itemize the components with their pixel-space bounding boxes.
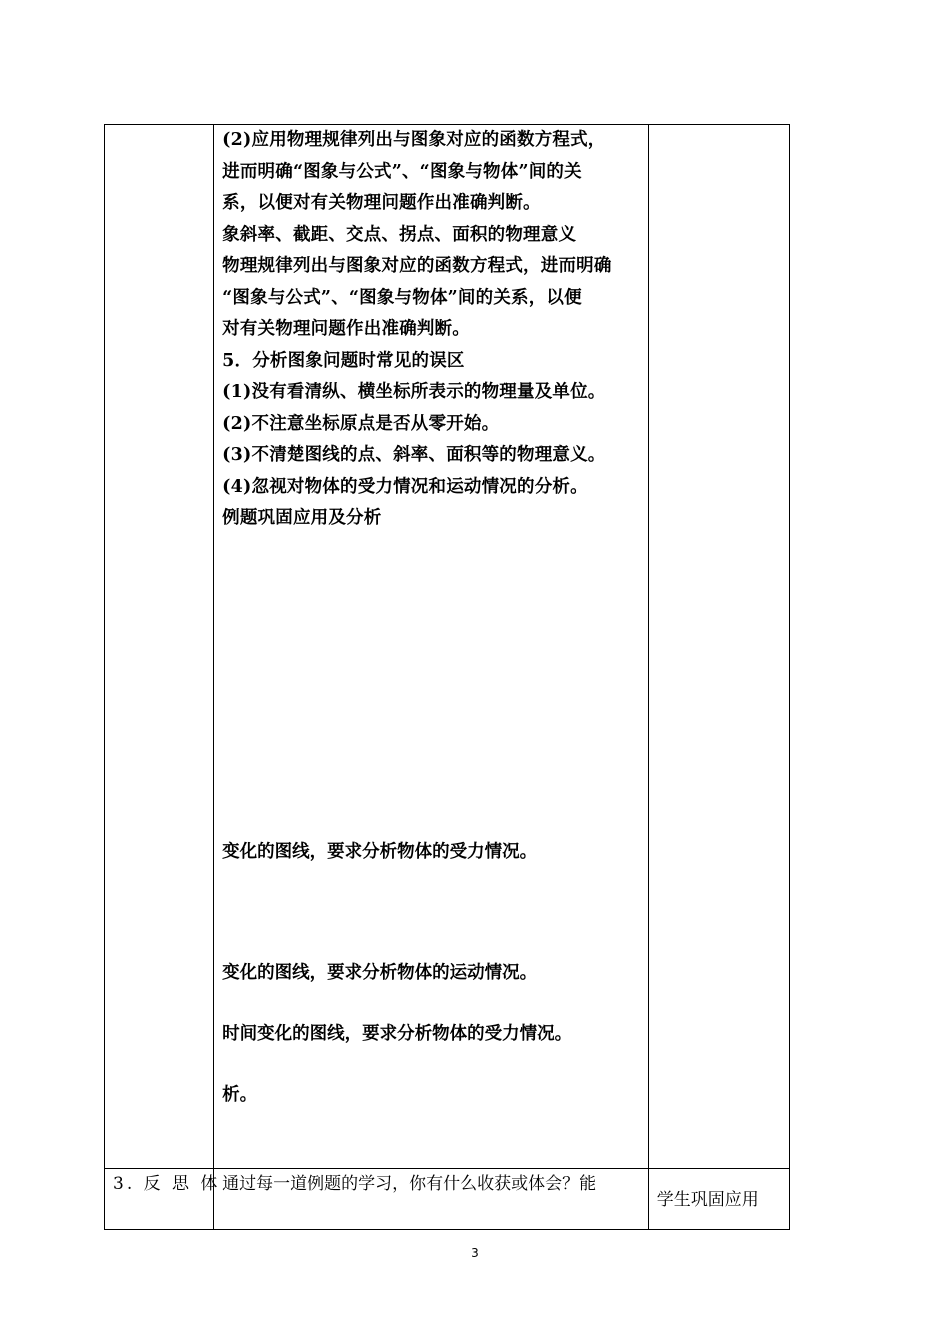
table-row-reflection	[105, 1169, 790, 1230]
misconception-4: (4)忽视对物体的受力情况和运动情况的分析。	[222, 476, 588, 497]
example-text-force-2: 时间变化的图线，要求分析物体的受力情况。	[222, 1024, 573, 1044]
page-number: 3	[471, 1246, 479, 1260]
misconception-3: (3)不清楚图线的点、斜率、面积等的物理意义。	[222, 445, 606, 465]
main-content-cell	[214, 125, 649, 1169]
table-row-content	[105, 125, 790, 1169]
example-text-motion: 变化的图线，要求分析物体的运动情况。	[222, 963, 538, 983]
reflection-note-cell: 学生巩固应用	[648, 1169, 789, 1230]
left-empty-cell	[105, 125, 214, 1169]
text-line-6: “图象与公式”、“图象与物体”间的关系，以便	[222, 287, 582, 308]
example-text-analysis: 析。	[222, 1085, 258, 1105]
text-line-2: 进而明确“图象与公式”、“图象与物体”间的关	[222, 161, 582, 182]
reflection-question-cell: 通过每一道例题的学习，你有什么收获或体会？能	[214, 1169, 649, 1230]
misconception-1: (1)没有看清纵、横坐标所表示的物理量及单位。	[222, 382, 606, 402]
right-empty-cell	[648, 125, 789, 1169]
lesson-table	[104, 124, 790, 1230]
text-line-1: (2)应用物理规律列出与图象对应的函数方程式，	[222, 130, 606, 150]
misconception-2: (2)不注意坐标原点是否从零开始。	[222, 413, 500, 434]
text-line-7: 对有关物理问题作出准确判断。	[222, 319, 470, 339]
main-text-block	[222, 125, 644, 535]
text-line-4: 象斜率、截距、交点、拐点、面积的物理意义	[222, 224, 577, 245]
section-heading-misconceptions: 5．分析图象问题时常见的误区	[222, 350, 465, 371]
text-line-3: 系，以便对有关物理问题作出准确判断。	[222, 193, 541, 213]
examples-heading: 例题巩固应用及分析	[222, 508, 382, 528]
example-text-force-1: 变化的图线，要求分析物体的受力情况。	[222, 842, 538, 862]
reflection-label-cell: 3. 反 思 体	[105, 1169, 214, 1230]
text-line-5: 物理规律列出与图象对应的函数方程式，进而明确	[222, 256, 612, 276]
